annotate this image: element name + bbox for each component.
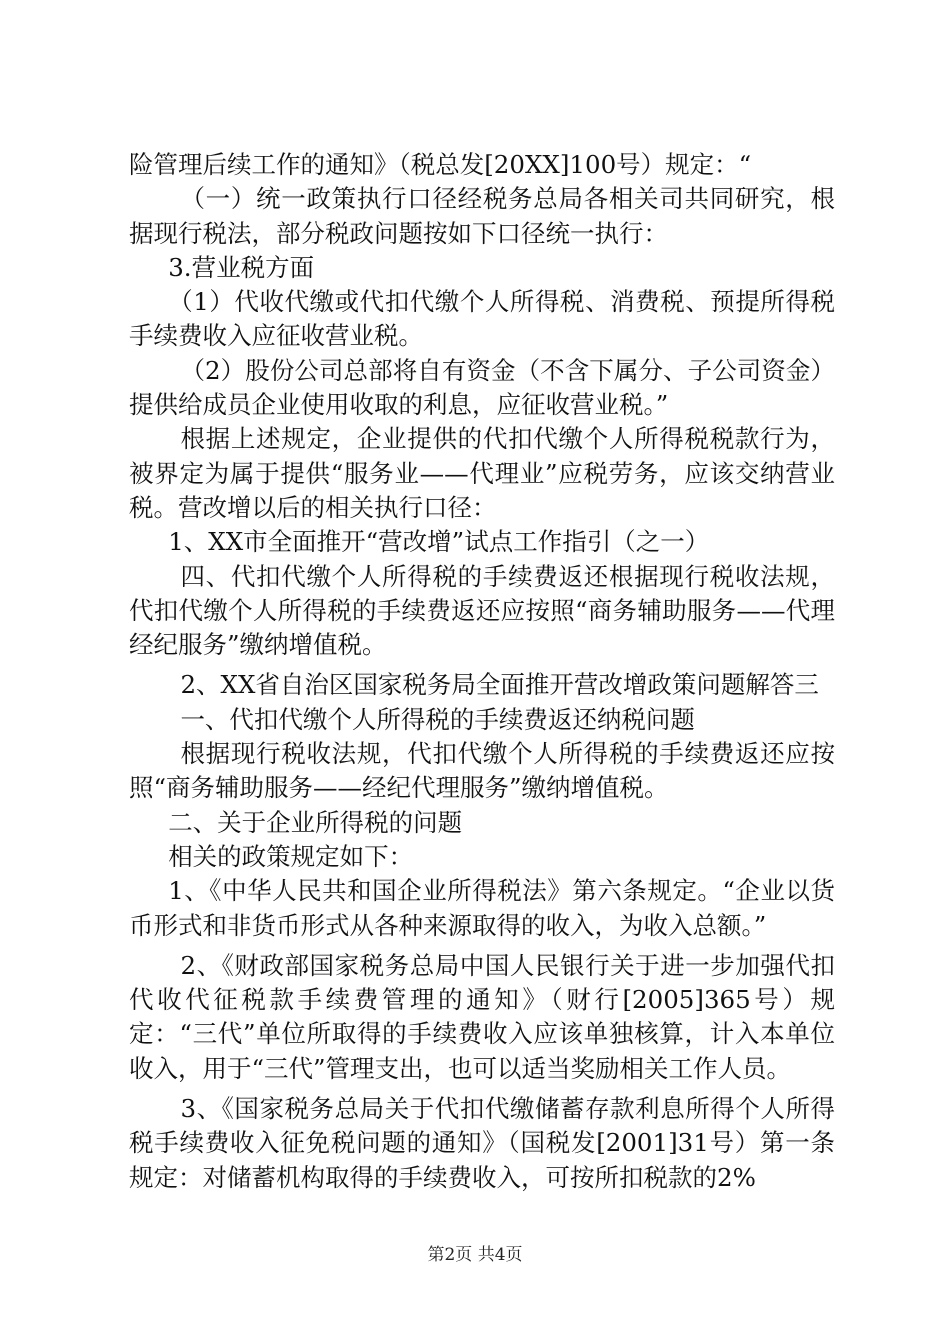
page-number-footer: 第2页 共4页 xyxy=(427,1245,523,1265)
paragraph: 二、关于企业所得税的问题 xyxy=(168,807,463,837)
paragraph: 3、《国家税务总局关于代扣代缴储蓄存款利息所得个人所得税手续费收入征免税问题的通知》（国税发[2001]31号）第一条规定：对储蓄机构取得的手续费收入，可按所扣税款的2% xyxy=(129,1094,835,1192)
paragraph: 3.营业税方面 xyxy=(168,252,315,282)
paragraph: 一、代扣代缴个人所得税的手续费返还纳税问题 xyxy=(180,704,695,734)
paragraph: 相关的政策规定如下： xyxy=(168,841,414,871)
paragraph: 根据上述规定，企业提供的代扣代缴个人所得税税款行为，被界定为属于提供“服务业——代理业”应税劳务，应该交纳营业税。营改增以后的相关执行口径： xyxy=(129,424,835,522)
paragraph: 2、XX省自治区国家税务局全面推开营改增政策问题解答三 xyxy=(180,670,819,700)
paragraph: （2）股份公司总部将自有资金（不含下属分、子公司资金）提供给成员企业使用收取的利息，应征收营业税。” xyxy=(129,355,835,420)
paragraph: 四、代扣代缴个人所得税的手续费返还根据现行税收法规，代扣代缴个人所得税的手续费返还应按照“商务辅助服务——代理经纪服务”缴纳增值税。 xyxy=(129,561,835,660)
paragraph: 险管理后续工作的通知》（税总发[20XX]100号）规定：“ xyxy=(129,150,752,179)
paragraph: 1、XX市全面推开“营改增”试点工作指引（之一） xyxy=(168,527,710,557)
paragraph: （1）代收代缴或代扣代缴个人所得税、消费税、预提所得税手续费收入应征收营业税。 xyxy=(129,287,835,351)
paragraph: （一）统一政策执行口径经税务总局各相关司共同研究，根据现行税法，部分税政问题按如下口径统一执行： xyxy=(129,184,835,248)
paragraph: 2、《财政部国家税务总局中国人民银行关于进一步加强代扣代收代征税款手续费管理的通知》（财行[2005]365号）规定：“三代”单位所取得的手续费收入应该单独核算，计入本单位收入，用于“三代”管理支出，也可以适当奖励相关工作人员。 xyxy=(129,950,835,1083)
paragraph: 1、《中华人民共和国企业所得税法》第六条规定。“企业以货币形式和非货币形式从各种来源取得的收入，为收入总额。” xyxy=(129,876,835,940)
document-body xyxy=(129,148,835,1195)
paragraph: 根据现行税收法规，代扣代缴个人所得税的手续费返还应按照“商务辅助服务——经纪代理服务”缴纳增值税。 xyxy=(129,739,835,803)
